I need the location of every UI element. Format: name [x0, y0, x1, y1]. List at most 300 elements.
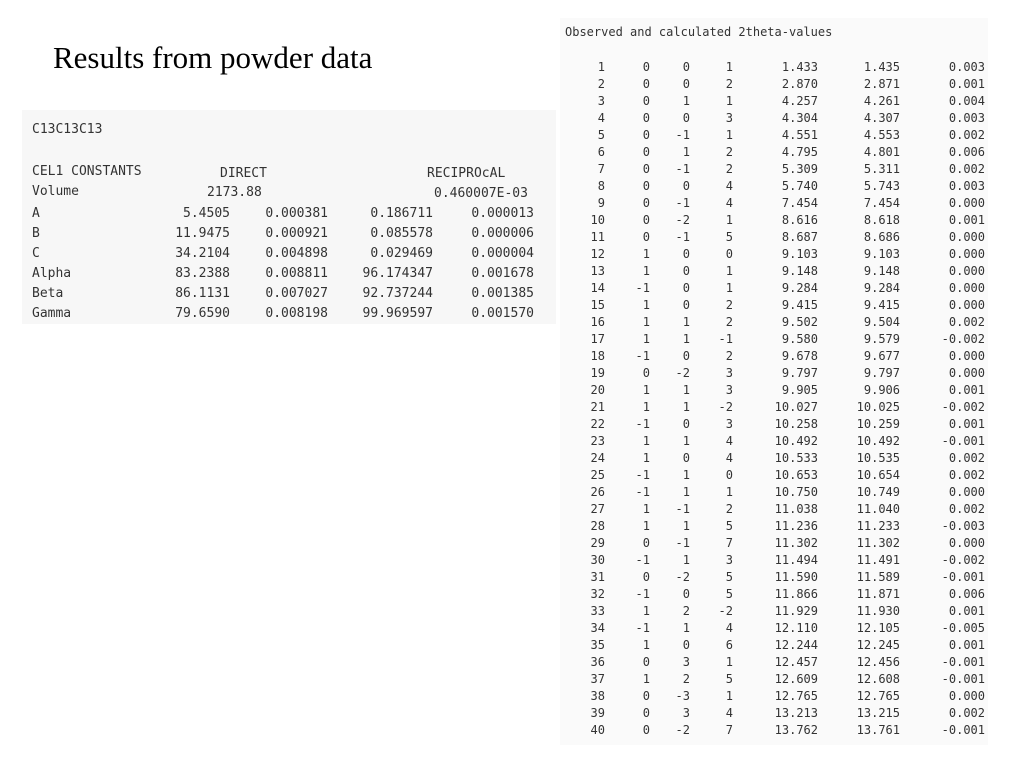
theta-l: 4 [725, 196, 733, 210]
theta-l: 4 [725, 706, 733, 720]
theta-k: 0 [682, 77, 690, 91]
theta-row [560, 145, 988, 162]
theta-h: 1 [642, 264, 650, 278]
theta-observed: 7.454 [781, 196, 818, 210]
theta-observed: 11.494 [774, 553, 818, 567]
theta-calculated: 1.435 [863, 60, 900, 74]
theta-index: 15 [590, 298, 605, 312]
cell-parameter-recip: 99.969597 [362, 306, 433, 321]
cell-parameter-row [22, 266, 556, 286]
theta-h: 0 [642, 162, 650, 176]
theta-h: 0 [642, 689, 650, 703]
theta-row [560, 179, 988, 196]
theta-k: -2 [675, 366, 690, 380]
cell-parameter-value: 86.1131 [175, 286, 230, 301]
theta-index: 3 [597, 94, 605, 108]
theta-observed: 13.213 [774, 706, 818, 720]
theta-k: 1 [682, 400, 690, 414]
theta-index: 32 [590, 587, 605, 601]
theta-calculated: 11.302 [856, 536, 900, 550]
theta-k: 0 [682, 417, 690, 431]
theta-index: 38 [590, 689, 605, 703]
cell-constants-header: CEL1 CONSTANTS [32, 164, 142, 179]
cell-parameter-name: B [32, 226, 40, 241]
theta-h: -1 [635, 349, 650, 363]
theta-h: 1 [642, 451, 650, 465]
theta-difference: 0.000 [948, 485, 985, 499]
theta-caption: Observed and calculated 2theta-values [565, 25, 833, 39]
theta-difference: -0.002 [941, 332, 985, 346]
theta-h: -1 [635, 553, 650, 567]
theta-k: -1 [675, 162, 690, 176]
cell-parameter-name: C [32, 246, 40, 261]
theta-observed: 8.616 [781, 213, 818, 227]
theta-h: 1 [642, 332, 650, 346]
cell-parameter-value: 34.2104 [175, 246, 230, 261]
theta-difference: 0.001 [948, 638, 985, 652]
cell-parameter-name: Alpha [32, 266, 72, 281]
theta-h: 0 [642, 366, 650, 380]
theta-index: 4 [597, 111, 605, 125]
theta-h: 0 [642, 196, 650, 210]
theta-h: 1 [642, 604, 650, 618]
theta-l: 2 [725, 502, 733, 516]
theta-observed: 10.750 [774, 485, 818, 499]
theta-index: 11 [590, 230, 605, 244]
theta-calculated: 10.654 [856, 468, 900, 482]
theta-l: 1 [725, 94, 733, 108]
theta-row [560, 281, 988, 298]
cell-parameter-name: Beta [32, 286, 64, 301]
theta-k: 0 [682, 587, 690, 601]
theta-index: 9 [597, 196, 605, 210]
theta-observed: 9.905 [781, 383, 818, 397]
theta-k: 1 [682, 519, 690, 533]
theta-observed: 9.502 [781, 315, 818, 329]
theta-observed: 9.103 [781, 247, 818, 261]
theta-h: -1 [635, 621, 650, 635]
theta-calculated: 12.608 [856, 672, 900, 686]
theta-index: 37 [590, 672, 605, 686]
theta-row [560, 315, 988, 332]
theta-row [560, 553, 988, 570]
cell-parameter-recip-error: 0.001570 [471, 306, 534, 321]
theta-calculated: 5.743 [863, 179, 900, 193]
theta-difference: 0.000 [948, 264, 985, 278]
theta-difference: 0.002 [948, 128, 985, 142]
theta-h: 1 [642, 383, 650, 397]
theta-row [560, 196, 988, 213]
theta-k: 1 [682, 315, 690, 329]
cell-constants-panel [22, 110, 556, 324]
theta-index: 10 [590, 213, 605, 227]
theta-index: 7 [597, 162, 605, 176]
theta-l: 1 [725, 281, 733, 295]
theta-l: 1 [725, 485, 733, 499]
theta-k: -1 [675, 536, 690, 550]
theta-k: -1 [675, 502, 690, 516]
theta-row [560, 213, 988, 230]
theta-k: 3 [682, 655, 690, 669]
theta-difference: 0.002 [948, 315, 985, 329]
cell-parameter-recip: 92.737244 [362, 286, 433, 301]
theta-index: 33 [590, 604, 605, 618]
theta-row [560, 77, 988, 94]
theta-index: 6 [597, 145, 605, 159]
theta-k: -2 [675, 213, 690, 227]
theta-h: 0 [642, 655, 650, 669]
theta-row [560, 111, 988, 128]
theta-h: 0 [642, 213, 650, 227]
theta-k: 0 [682, 281, 690, 295]
cell-parameter-recip: 0.085578 [370, 226, 433, 241]
theta-row [560, 536, 988, 553]
theta-k: 1 [682, 94, 690, 108]
theta-l: 3 [725, 111, 733, 125]
cell-parameter-recip-error: 0.000006 [471, 226, 534, 241]
cell-parameter-value: 11.9475 [175, 226, 230, 241]
theta-h: 0 [642, 128, 650, 142]
theta-h: -1 [635, 417, 650, 431]
theta-calculated: 4.801 [863, 145, 900, 159]
theta-difference: 0.000 [948, 366, 985, 380]
cell-parameter-recip-error: 0.001678 [471, 266, 534, 281]
theta-index: 40 [590, 723, 605, 737]
theta-h: 1 [642, 502, 650, 516]
theta-l: 1 [725, 213, 733, 227]
theta-observed: 12.457 [774, 655, 818, 669]
theta-observed: 10.492 [774, 434, 818, 448]
theta-observed: 9.415 [781, 298, 818, 312]
theta-h: 1 [642, 638, 650, 652]
theta-l: 2 [725, 349, 733, 363]
theta-calculated: 9.797 [863, 366, 900, 380]
cell-parameter-recip-error: 0.001385 [471, 286, 534, 301]
theta-calculated: 11.040 [856, 502, 900, 516]
theta-row [560, 519, 988, 536]
theta-index: 21 [590, 400, 605, 414]
theta-difference: 0.002 [948, 451, 985, 465]
theta-index: 36 [590, 655, 605, 669]
theta-h: -1 [635, 281, 650, 295]
theta-calculated: 13.215 [856, 706, 900, 720]
theta-difference: 0.000 [948, 196, 985, 210]
theta-h: 0 [642, 145, 650, 159]
theta-observed: 4.257 [781, 94, 818, 108]
theta-index: 12 [590, 247, 605, 261]
theta-observed: 8.687 [781, 230, 818, 244]
theta-k: 0 [682, 247, 690, 261]
theta-l: 2 [725, 77, 733, 91]
theta-difference: -0.002 [941, 553, 985, 567]
theta-calculated: 9.504 [863, 315, 900, 329]
theta-difference: -0.001 [941, 723, 985, 737]
theta-h: 1 [642, 315, 650, 329]
theta-l: 2 [725, 315, 733, 329]
theta-calculated: 9.148 [863, 264, 900, 278]
theta-k: 1 [682, 145, 690, 159]
theta-row [560, 400, 988, 417]
theta-row [560, 162, 988, 179]
theta-l: 4 [725, 451, 733, 465]
theta-k: -1 [675, 230, 690, 244]
theta-observed: 10.533 [774, 451, 818, 465]
theta-observed: 10.258 [774, 417, 818, 431]
theta-index: 26 [590, 485, 605, 499]
theta-row [560, 383, 988, 400]
theta-calculated: 10.749 [856, 485, 900, 499]
theta-index: 2 [597, 77, 605, 91]
theta-index: 18 [590, 349, 605, 363]
theta-k: 0 [682, 264, 690, 278]
cell-parameter-recip: 0.186711 [370, 206, 433, 221]
theta-l: 3 [725, 383, 733, 397]
theta-index: 19 [590, 366, 605, 380]
theta-row [560, 672, 988, 689]
theta-l: 0 [725, 247, 733, 261]
theta-row [560, 128, 988, 145]
theta-observed: 11.590 [774, 570, 818, 584]
theta-difference: 0.002 [948, 162, 985, 176]
theta-difference: 0.001 [948, 604, 985, 618]
theta-index: 34 [590, 621, 605, 635]
theta-observed: 4.551 [781, 128, 818, 142]
theta-observed: 11.929 [774, 604, 818, 618]
theta-calculated: 9.906 [863, 383, 900, 397]
theta-difference: 0.003 [948, 60, 985, 74]
theta-h: 0 [642, 77, 650, 91]
theta-calculated: 11.871 [856, 587, 900, 601]
theta-difference: -0.002 [941, 400, 985, 414]
theta-index: 31 [590, 570, 605, 584]
theta-observed: 11.236 [774, 519, 818, 533]
theta-index: 25 [590, 468, 605, 482]
theta-observed: 13.762 [774, 723, 818, 737]
theta-values-panel [560, 18, 988, 745]
theta-row [560, 587, 988, 604]
cell-parameter-error: 0.007027 [265, 286, 328, 301]
theta-h: 1 [642, 434, 650, 448]
theta-row [560, 502, 988, 519]
theta-h: 1 [642, 519, 650, 533]
theta-difference: -0.001 [941, 434, 985, 448]
theta-k: 0 [682, 349, 690, 363]
theta-k: -3 [675, 689, 690, 703]
theta-observed: 12.765 [774, 689, 818, 703]
theta-k: 2 [682, 604, 690, 618]
volume-reciprocal: 0.460007E-03 [434, 186, 528, 201]
theta-row [560, 60, 988, 77]
cell-parameter-recip-error: 0.000013 [471, 206, 534, 221]
theta-k: 1 [682, 553, 690, 567]
theta-row [560, 417, 988, 434]
theta-calculated: 9.677 [863, 349, 900, 363]
theta-calculated: 10.492 [856, 434, 900, 448]
theta-h: 0 [642, 570, 650, 584]
theta-row [560, 706, 988, 723]
theta-k: 0 [682, 298, 690, 312]
theta-l: 3 [725, 366, 733, 380]
theta-k: 0 [682, 451, 690, 465]
theta-k: -1 [675, 196, 690, 210]
theta-calculated: 4.307 [863, 111, 900, 125]
theta-index: 27 [590, 502, 605, 516]
theta-row [560, 94, 988, 111]
theta-calculated: 10.025 [856, 400, 900, 414]
theta-difference: 0.006 [948, 587, 985, 601]
theta-index: 17 [590, 332, 605, 346]
theta-calculated: 11.930 [856, 604, 900, 618]
theta-index: 39 [590, 706, 605, 720]
theta-index: 23 [590, 434, 605, 448]
theta-observed: 11.038 [774, 502, 818, 516]
theta-difference: 0.006 [948, 145, 985, 159]
theta-h: 0 [642, 536, 650, 550]
theta-h: 1 [642, 400, 650, 414]
theta-difference: 0.001 [948, 77, 985, 91]
theta-k: 0 [682, 638, 690, 652]
cell-parameter-error: 0.004898 [265, 246, 328, 261]
theta-calculated: 9.415 [863, 298, 900, 312]
theta-calculated: 2.871 [863, 77, 900, 91]
theta-k: 1 [682, 485, 690, 499]
theta-row [560, 247, 988, 264]
theta-observed: 5.309 [781, 162, 818, 176]
theta-observed: 4.304 [781, 111, 818, 125]
theta-h: 0 [642, 230, 650, 244]
volume-label: Volume [32, 184, 79, 199]
theta-difference: -0.001 [941, 570, 985, 584]
cell-parameter-error: 0.000381 [265, 206, 328, 221]
cell-parameter-row [22, 246, 556, 266]
theta-calculated: 12.105 [856, 621, 900, 635]
cell-parameter-row [22, 226, 556, 246]
theta-k: 1 [682, 332, 690, 346]
theta-calculated: 8.686 [863, 230, 900, 244]
theta-calculated: 7.454 [863, 196, 900, 210]
theta-h: -1 [635, 485, 650, 499]
theta-difference: 0.002 [948, 706, 985, 720]
theta-calculated: 12.765 [856, 689, 900, 703]
theta-index: 5 [597, 128, 605, 142]
theta-row [560, 298, 988, 315]
theta-difference: 0.000 [948, 247, 985, 261]
theta-index: 14 [590, 281, 605, 295]
direct-header: DIRECT [220, 166, 267, 181]
theta-observed: 9.797 [781, 366, 818, 380]
theta-l: 2 [725, 145, 733, 159]
theta-h: 0 [642, 179, 650, 193]
theta-row [560, 655, 988, 672]
theta-difference: -0.003 [941, 519, 985, 533]
theta-h: -1 [635, 587, 650, 601]
theta-index: 13 [590, 264, 605, 278]
theta-index: 35 [590, 638, 605, 652]
theta-calculated: 5.311 [863, 162, 900, 176]
theta-calculated: 4.261 [863, 94, 900, 108]
theta-l: 5 [725, 587, 733, 601]
cell-parameter-value: 83.2388 [175, 266, 230, 281]
theta-calculated: 9.284 [863, 281, 900, 295]
theta-h: 1 [642, 298, 650, 312]
theta-l: 3 [725, 553, 733, 567]
theta-row [560, 689, 988, 706]
theta-row [560, 485, 988, 502]
theta-difference: 0.000 [948, 349, 985, 363]
theta-l: 1 [725, 264, 733, 278]
cell-parameter-value: 5.4505 [183, 206, 230, 221]
theta-l: 4 [725, 179, 733, 193]
theta-l: 6 [725, 638, 733, 652]
theta-difference: 0.002 [948, 468, 985, 482]
theta-l: -2 [718, 604, 733, 618]
theta-index: 24 [590, 451, 605, 465]
theta-row [560, 451, 988, 468]
theta-difference: 0.000 [948, 230, 985, 244]
theta-h: 0 [642, 706, 650, 720]
cell-parameter-error: 0.008811 [265, 266, 328, 281]
theta-observed: 11.302 [774, 536, 818, 550]
theta-calculated: 8.618 [863, 213, 900, 227]
theta-observed: 12.110 [774, 621, 818, 635]
theta-index: 16 [590, 315, 605, 329]
theta-calculated: 11.491 [856, 553, 900, 567]
theta-index: 20 [590, 383, 605, 397]
theta-difference: -0.001 [941, 655, 985, 669]
theta-row [560, 604, 988, 621]
theta-l: 1 [725, 60, 733, 74]
theta-index: 1 [597, 60, 605, 74]
theta-row [560, 230, 988, 247]
theta-row [560, 434, 988, 451]
theta-difference: 0.004 [948, 94, 985, 108]
theta-l: 1 [725, 689, 733, 703]
cell-parameter-row [22, 306, 556, 326]
theta-h: 0 [642, 60, 650, 74]
theta-calculated: 9.103 [863, 247, 900, 261]
reciprocal-header: RECIPROcAL [427, 166, 506, 181]
theta-row [560, 468, 988, 485]
theta-h: 1 [642, 672, 650, 686]
theta-index: 28 [590, 519, 605, 533]
theta-observed: 9.148 [781, 264, 818, 278]
cell-parameter-error: 0.000921 [265, 226, 328, 241]
theta-observed: 11.866 [774, 587, 818, 601]
theta-observed: 12.244 [774, 638, 818, 652]
theta-l: 5 [725, 672, 733, 686]
theta-calculated: 10.535 [856, 451, 900, 465]
theta-l: 7 [725, 723, 733, 737]
theta-row [560, 264, 988, 281]
theta-h: 0 [642, 723, 650, 737]
theta-k: 0 [682, 60, 690, 74]
theta-l: 0 [725, 468, 733, 482]
theta-observed: 9.284 [781, 281, 818, 295]
theta-k: 1 [682, 468, 690, 482]
theta-k: 2 [682, 672, 690, 686]
theta-h: 0 [642, 111, 650, 125]
theta-index: 22 [590, 417, 605, 431]
theta-observed: 4.795 [781, 145, 818, 159]
theta-row [560, 570, 988, 587]
theta-difference: -0.005 [941, 621, 985, 635]
theta-l: -2 [718, 400, 733, 414]
theta-l: 1 [725, 655, 733, 669]
theta-k: -1 [675, 128, 690, 142]
theta-difference: 0.003 [948, 179, 985, 193]
cell-parameter-recip: 96.174347 [362, 266, 433, 281]
theta-k: -2 [675, 570, 690, 584]
